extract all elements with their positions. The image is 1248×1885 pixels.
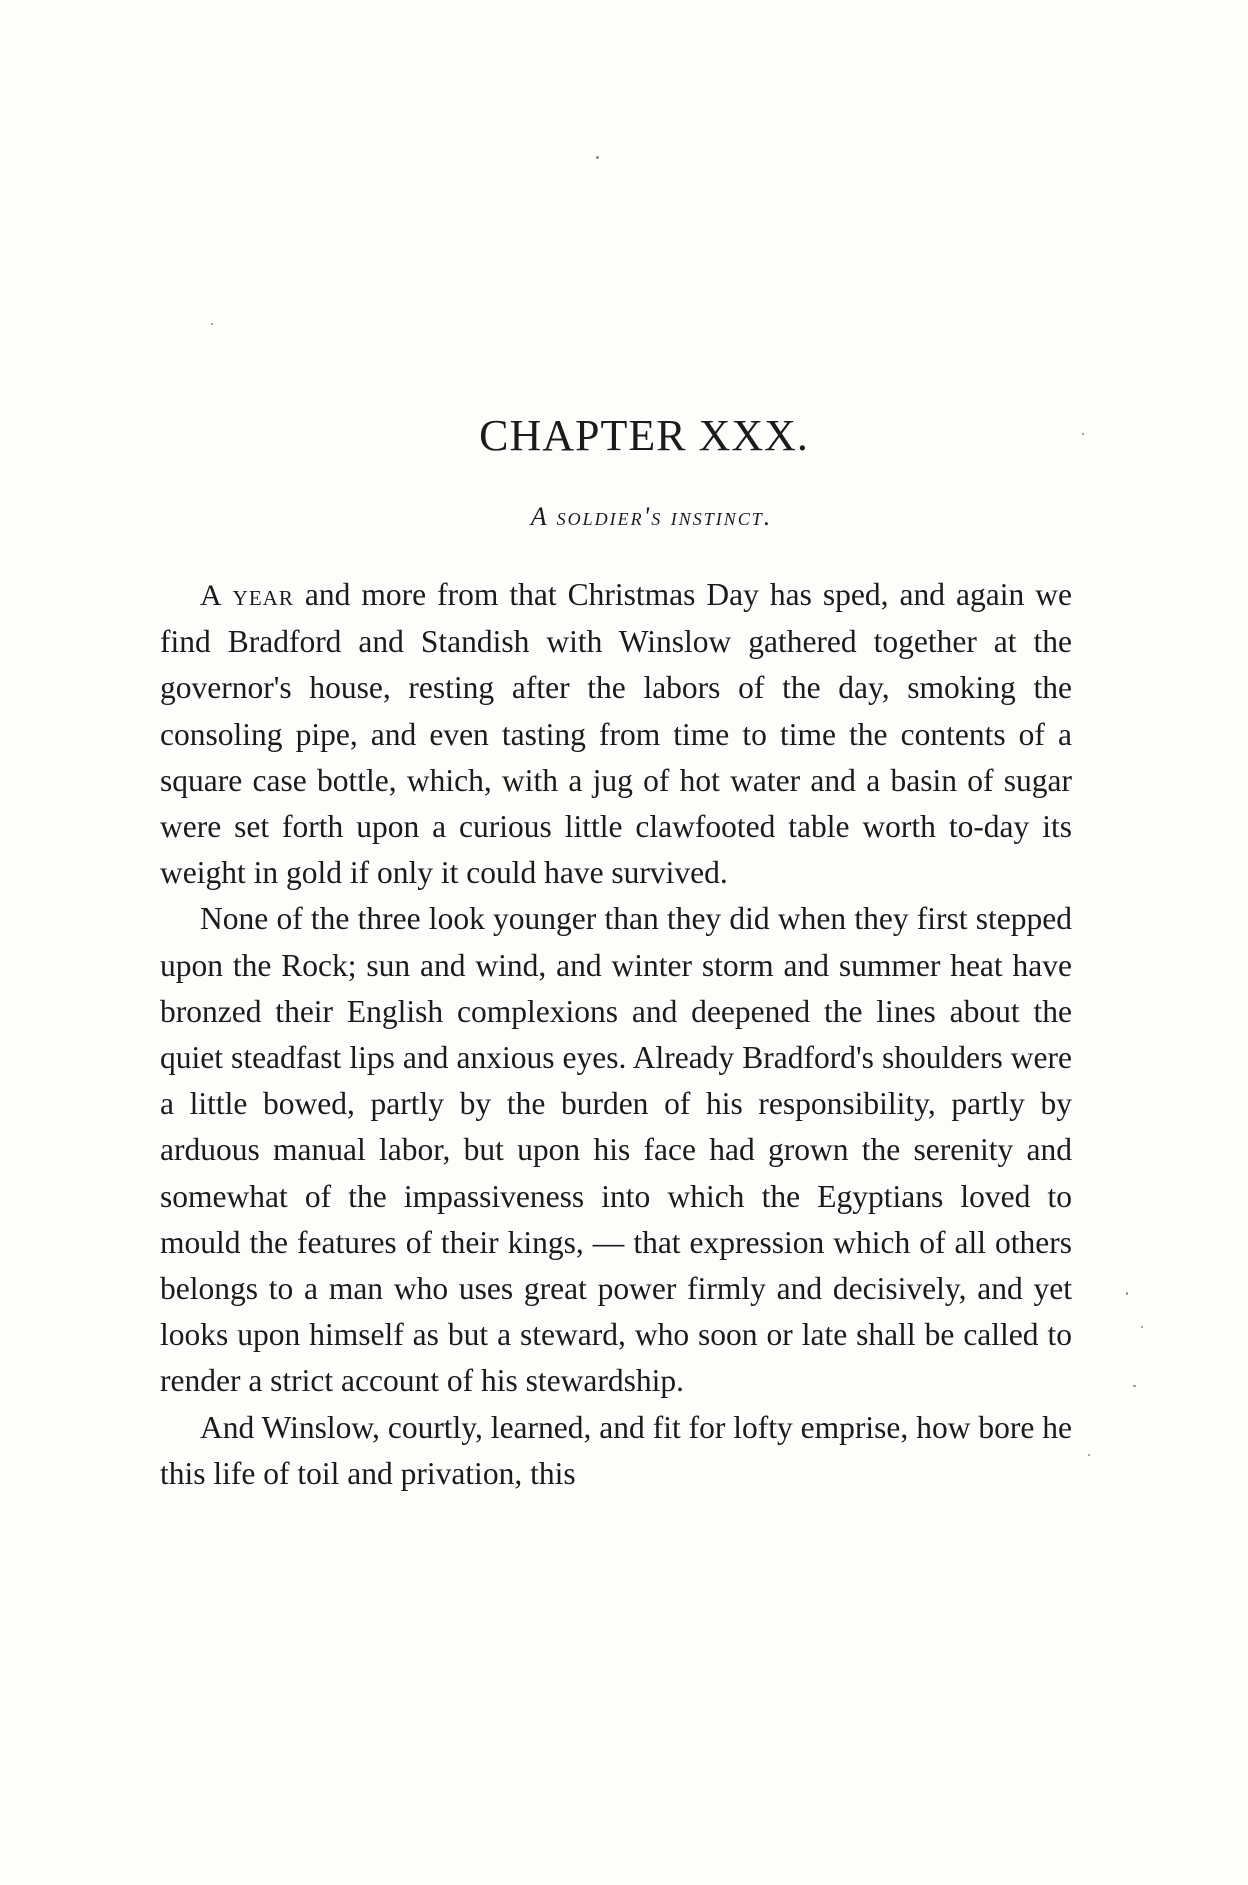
scan-speck: [1082, 433, 1084, 435]
scan-speck: [596, 156, 599, 159]
paragraph-1-text: and more from that Christmas Day has sped, and again we find Bradford and Standish with Winslow gathered together at the governor's house, resting after the labors of the day, smoking the consoling pipe, and even tasting from time to time the contents of a square case bottle, which, with a jug of hot water and a basin of sugar were set forth upon a curious little clawfooted table worth to-day its weight in gold if only it could have survived.: [160, 577, 1072, 891]
chapter-subtitle: A soldier's instinct.: [530, 502, 773, 531]
scan-speck: [1141, 1326, 1143, 1328]
paragraph-2: [160, 896, 1072, 1404]
paragraph-3-text: And Winslow, courtly, learned, and fit for lofty emprise, how bore he this life of toil and privation, this: [160, 1409, 1072, 1491]
scan-speck: [1133, 1385, 1136, 1387]
scan-speck: [1088, 1454, 1090, 1456]
scan-speck: [211, 323, 213, 325]
paragraph-3: [160, 1405, 1072, 1497]
paragraph-lead-words: A year: [200, 579, 294, 612]
paragraph-2-text: None of the three look younger than they did when they first stepped upon the Rock; sun and wind, and winter storm and summer heat have bronzed their English complexions and deepened the lines about the quiet steadfast lips and anxious eyes. Already Bradford's shoulders were a little bowed, partly by the burden of his responsibility, partly by arduous manual labor, but upon his face had grown the serenity and somewhat of the impassiveness into which the Egyptians loved to mould the features of their kings, — that expression which of all others belongs to a man who uses great power firmly and decisively, and yet looks upon himself as but a steward, who soon or late shall be called to render a strict account of his stewardship.: [160, 901, 1072, 1399]
chapter-title: CHAPTER XXX.: [479, 411, 809, 460]
scan-speck: [1126, 1292, 1128, 1295]
chapter-body: [160, 572, 1072, 1497]
paragraph-1: [160, 572, 1072, 896]
